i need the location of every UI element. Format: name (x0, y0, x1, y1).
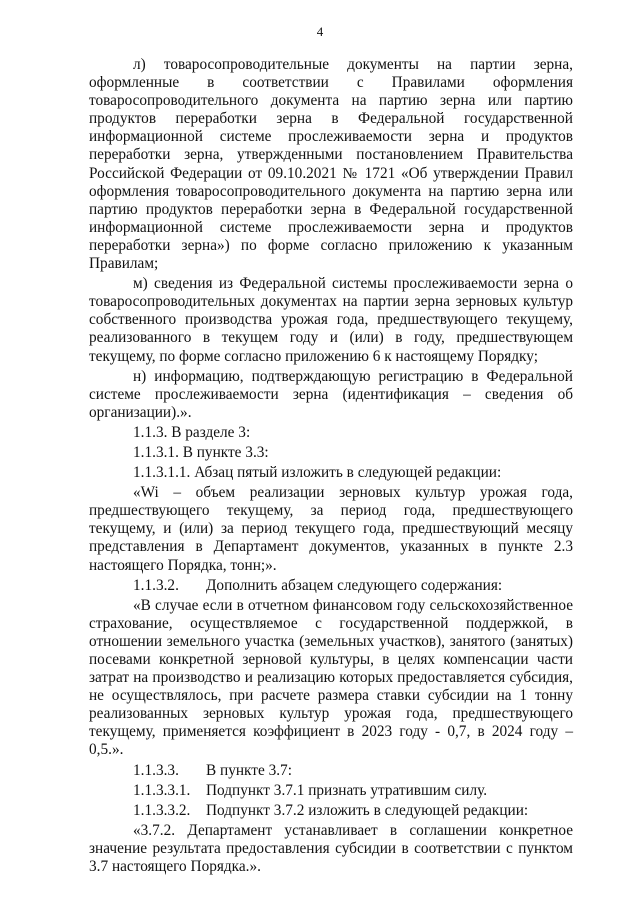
item-1-1-3-3-2 (89, 802, 573, 820)
item-text: Подпункт 3.7.1 признать утратившим силу. (206, 781, 488, 799)
item-text: Дополнить абзацем следующего содержания: (206, 576, 503, 594)
item-1-1-3-3-1 (89, 782, 573, 800)
document-body (89, 56, 573, 876)
item-1-1-3-3 (89, 762, 573, 780)
item-1-1-3-1-1: 1.1.3.1.1. Абзац пятый изложить в следующей редакции: (133, 464, 502, 482)
quote-insurance: «В случае если в отчетном финансовом году сельскохозяйственное страхование, осуществляемое с государственной поддержкой, в отношении земельного участка (земельных участков), занятого (занятых) посевами конкретной зерновой культуры, в целях компенсации части затрат на производство и реализацию которых предоставляется субсидия, не осуществлялось, при расчете размера ставки субсидии на 1 тонну реализованных зерновых культур урожая года, предшествующего текущему, применяется коэффициент в 2023 году - 0,7, в 2024 году – 0,5.». (89, 596, 573, 759)
item-1-1-3: 1.1.3. В разделе 3: (133, 423, 251, 441)
item-number: 1.1.3.3. (133, 761, 179, 779)
item-number: 1.1.3.2. (133, 576, 179, 594)
item-1-1-3-2 (89, 577, 573, 595)
item-1-1-3-1: 1.1.3.1. В пункте 3.3: (133, 443, 269, 461)
quote-wi: «Wi – объем реализации зерновых культур урожая года, предшествующего текущему, за период года, предшествующего текущему, и (или) за период текущего года, предшествующий месяцу представления в Департамент документов, указанных в пункте 2.3 настоящего Порядка, тонн;». (89, 484, 573, 574)
item-number: 1.1.3.3.1. (133, 781, 191, 799)
item-number: 1.1.3.3.2. (133, 801, 191, 819)
paragraph-n: н) информацию, подтверждающую регистрацию в Федеральной системе прослеживаемости зерна (идентификация – сведения об организации).». (89, 367, 573, 421)
page-number: 4 (316, 24, 324, 39)
item-text: Подпункт 3.7.2 изложить в следующей редакции: (206, 801, 529, 819)
quote-3-7-2: «3.7.2. Департамент устанавливает в соглашении конкретное значение результата предоставления субсидии в соответствии с пунктом 3.7 настоящего Порядка.». (89, 821, 573, 876)
item-text: В пункте 3.7: (206, 761, 292, 779)
paragraph-l: л) товаросопроводительные документы на партии зерна, оформленные в соответствии с Правилами оформления товаросопроводительного документа на партию зерна или партию продуктов переработки зерна в Федеральной государственной информационной системе прослеживаемости зерна и продуктов переработки зерна, утвержденными постановлением Правительства Российской Федерации от 09.10.2021 № 1721 «Об утверждении Правил оформления товаросопроводительного документа на партию зерна или партию продуктов переработки зерна в Федеральной государственной информационной системе прослеживаемости зерна и продуктов переработки зерна») по форме согласно приложению к указанным Правилам; (89, 56, 573, 273)
paragraph-m: м) сведения из Федеральной системы прослеживаемости зерна о товаросопроводительных документах на партии зерна зерновых культур собственного производства урожая года, предшествующего текущему, реализованного в текущем году и (или) в году, предшествующем текущему, по форме согласно приложению 6 к настоящему Порядку; (89, 275, 573, 365)
